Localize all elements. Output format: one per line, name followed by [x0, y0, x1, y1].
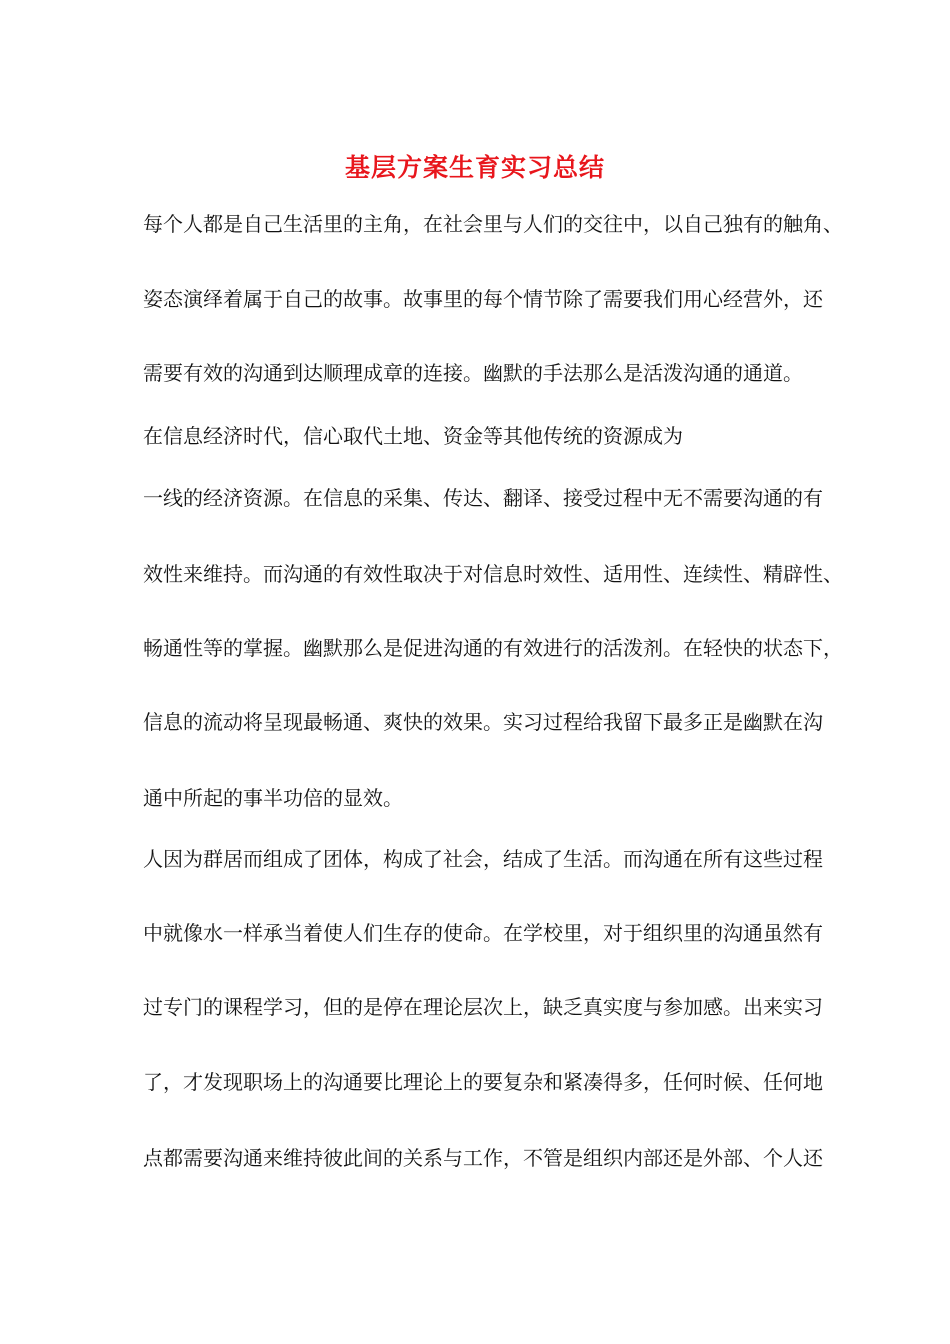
- body-line: 人因为群居而组成了团体，构成了社会，结成了生活。而沟通在所有这些过程: [143, 847, 823, 871]
- body-line: 一线的经济资源。在信息的采集、传达、翻译、接受过程中无不需要沟通的有: [143, 486, 823, 510]
- body-line: 通中所起的事半功倍的显效。: [143, 786, 403, 810]
- body-line: 过专门的课程学习，但的是停在理论层次上，缺乏真实度与参加感。出来实习: [143, 995, 823, 1019]
- body-line: 点都需要沟通来维持彼此间的关系与工作，不管是组织内部还是外部、个人还: [143, 1146, 823, 1170]
- body-line: 每个人都是自己生活里的主角，在社会里与人们的交往中，以自己独有的触角、: [143, 212, 843, 236]
- body-line: 了，才发现职场上的沟通要比理论上的要复杂和紧凑得多，任何时候、任何地: [143, 1070, 823, 1094]
- body-line: 需要有效的沟通到达顺理成章的连接。幽默的手法那么是活泼沟通的通道。: [143, 361, 803, 385]
- body-line: 效性来维持。而沟通的有效性取决于对信息时效性、适用性、连续性、精辟性、: [143, 562, 843, 586]
- body-line: 中就像水一样承当着使人们生存的使命。在学校里，对于组织里的沟通虽然有: [143, 921, 823, 945]
- document-title: 基层方案生育实习总结: [344, 153, 605, 182]
- body-line: 在信息经济时代，信心取代土地、资金等其他传统的资源成为: [143, 424, 683, 448]
- body-line: 畅通性等的掌握。幽默那么是促进沟通的有效进行的活泼剂。在轻快的状态下，: [143, 636, 843, 660]
- body-line: 姿态演绎着属于自己的故事。故事里的每个情节除了需要我们用心经营外，还: [143, 287, 823, 311]
- body-line: 信息的流动将呈现最畅通、爽快的效果。实习过程给我留下最多正是幽默在沟: [143, 710, 823, 734]
